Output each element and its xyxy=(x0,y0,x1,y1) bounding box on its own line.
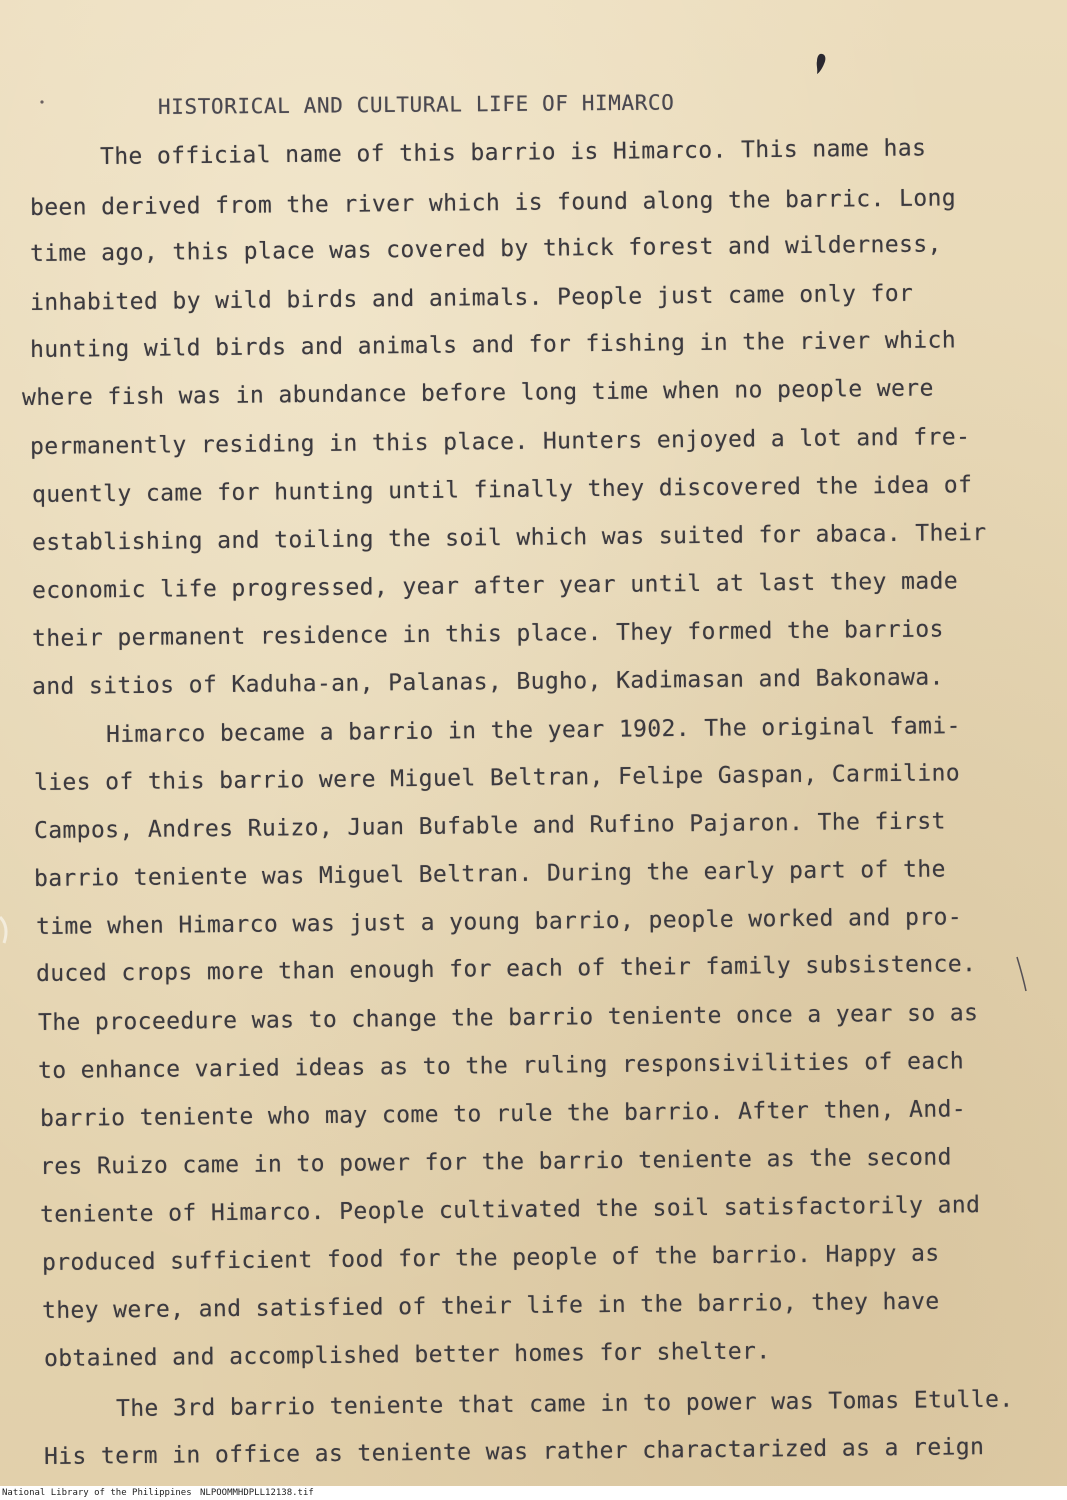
text-line-16: barrio teniente was Miguel Beltran. During the early part of the xyxy=(33,856,946,892)
margin-speck-mark xyxy=(38,98,46,106)
text-line-9: establishing and toiling the soil which was suited for abaca. Their xyxy=(31,520,987,556)
text-line-17: time when Himarco was just a young barrio, people worked and pro- xyxy=(35,904,963,940)
text-line-13: Himarco became a barrio in the year 1902. The original fami- xyxy=(105,713,961,748)
text-line-6: where fish was in abundance before long time when no people were xyxy=(21,375,934,411)
footer-file-id: NLPOOMMHDPLL12138.tif xyxy=(200,1488,314,1498)
left-edge-notch-mark xyxy=(0,915,12,945)
text-line-26: obtained and accomplished better homes for shelter. xyxy=(43,1338,771,1372)
text-line-8: quently came for hunting until finally they discovered the idea of xyxy=(31,472,973,508)
text-line-22: res Ruizo came in to power for the barrio teniente as the second xyxy=(39,1144,952,1180)
text-line-27: The 3rd barrio teniente that came in to power was Tomas Etulle. xyxy=(115,1386,1014,1422)
text-line-7: permanently residing in this place. Hunters enjoyed a lot and fre- xyxy=(29,424,971,460)
text-line-25: they were, and satisfied of their life in the barrio, they have xyxy=(41,1288,940,1324)
text-line-18: duced crops more than enough for each of their family subsistence. xyxy=(35,951,977,987)
text-line-4: inhabited by wild birds and animals. People just came only for xyxy=(29,280,914,316)
text-line-23: teniente of Himarco. People cultivated the soil satisfactorily and xyxy=(39,1192,981,1228)
text-line-24: produced sufficient food for the people of the barrio. Happy as xyxy=(41,1240,940,1276)
footer-institution: National Library of the Philippines xyxy=(2,1488,192,1498)
text-line-5: hunting wild birds and animals and for fishing in the river which xyxy=(29,327,957,363)
text-line-28: His term in office as teniente was rather charactarized as a reign xyxy=(43,1434,985,1470)
text-line-19: The proceedure was to change the barrio teniente once a year so as xyxy=(37,1000,979,1036)
text-line-20: to enhance varied ideas as to the ruling responsivilities of each xyxy=(37,1048,965,1084)
text-line-21: barrio teniente who may come to rule the barrio. After then, And- xyxy=(39,1096,967,1132)
ink-blot-mark xyxy=(812,52,832,76)
scan-footer xyxy=(0,1486,1067,1500)
text-line-1: The official name of this barrio is Himarco. This name has xyxy=(99,135,927,170)
text-line-14: lies of this barrio were Miguel Beltran, Felipe Gaspan, Carmilino xyxy=(33,760,961,796)
text-line-10: economic life progressed, year after year until at last they made xyxy=(31,568,959,604)
margin-tick-mark xyxy=(1014,955,1030,995)
text-line-12: and sitios of Kaduha-an, Palanas, Bugho, Kadimasan and Bakonawa. xyxy=(31,664,944,700)
document-title: HISTORICAL AND CULTURAL LIFE OF HIMARCO xyxy=(157,90,675,119)
text-line-15: Campos, Andres Ruizo, Juan Bufable and Rufino Pajaron. The first xyxy=(33,808,946,844)
text-line-3: time ago, this place was covered by thick forest and wilderness, xyxy=(29,231,942,267)
text-line-2: been derived from the river which is found along the barric. Long xyxy=(29,185,957,221)
text-line-11: their permanent residence in this place. They formed the barrios xyxy=(31,616,944,652)
